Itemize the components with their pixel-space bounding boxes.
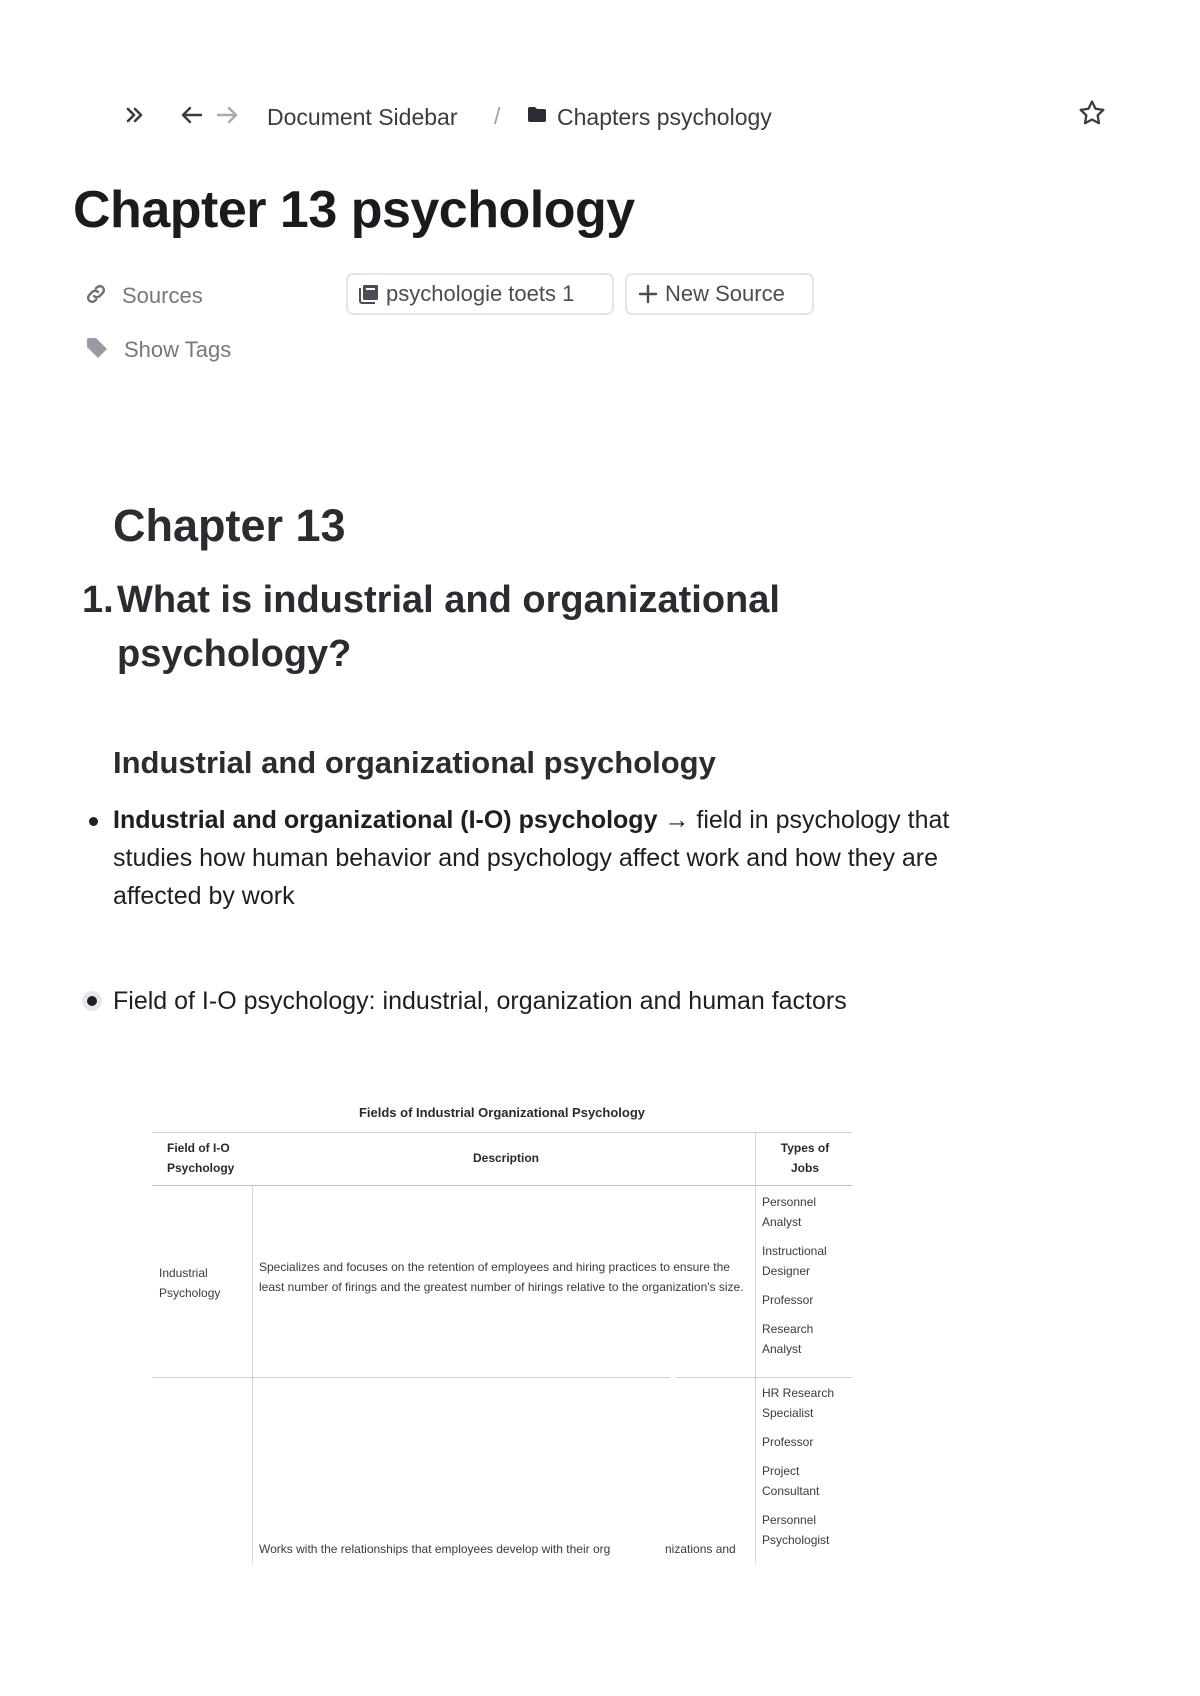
breadcrumb-document-sidebar[interactable]: Document Sidebar [267, 104, 458, 130]
row1-job: Personnel Analyst [762, 1195, 817, 1229]
sources-label: Sources [122, 283, 203, 308]
row1-job: Research Analyst [762, 1322, 814, 1356]
header-field: Field of I-O Psychology [167, 1141, 235, 1175]
table-caption: Fields of Industrial Organizational Psychology [358, 1105, 646, 1120]
heading-question-text: What is industrial and organizational psychology? [117, 579, 780, 675]
table-divider [152, 1377, 670, 1378]
new-source-label: New Source [665, 281, 785, 306]
table-column-line [755, 1133, 756, 1563]
table-divider [152, 1185, 852, 1186]
back-arrow-icon[interactable] [177, 100, 207, 130]
bullet-term: Industrial and organizational (I-O) psychology [113, 806, 658, 834]
row1-job: Instructional Designer [762, 1244, 827, 1278]
row1-field: Industrial Psychology [159, 1266, 221, 1300]
list-number: 1. [82, 579, 114, 621]
row2-job: Professor [762, 1435, 814, 1449]
table-divider [676, 1377, 852, 1378]
expand-sidebar-icon[interactable] [120, 100, 150, 130]
row2-job: Project Consultant [762, 1464, 820, 1498]
table-column-line [252, 1186, 253, 1563]
header-description: Description [472, 1151, 539, 1165]
row1-description: Specializes and focuses on the retention of employees and hiring practices to ensure the least number of firings and the greatest number of hirings relative to the organization's size. [259, 1260, 744, 1294]
row1-job: Professor [762, 1293, 814, 1307]
sources-property[interactable] [84, 276, 203, 316]
bullet-text: field in psychology that studies how human behavior and psychology affect work and how they are affected by work [113, 806, 950, 910]
show-tags-property[interactable] [84, 330, 231, 370]
row2-job: Personnel Psychologist [762, 1513, 830, 1547]
breadcrumb-chapters-psychology[interactable]: Chapters psychology [557, 104, 772, 130]
bullet-definition [113, 801, 993, 915]
folder-icon [527, 106, 547, 129]
breadcrumb-separator: / [494, 103, 501, 129]
plus-icon [637, 283, 659, 305]
row2-description-tail: nizations and [665, 1542, 736, 1556]
bullet-dot-active[interactable] [82, 991, 102, 1011]
fields-table-image [152, 1093, 852, 1563]
row2-job: HR Research Specialist [762, 1386, 835, 1420]
new-source-button[interactable] [625, 273, 814, 315]
heading-question [82, 573, 882, 681]
header-jobs: Types of Jobs [780, 1141, 830, 1175]
forward-arrow-icon[interactable] [212, 100, 242, 130]
source-chip-psychologie-toets[interactable] [346, 273, 614, 315]
source-chip-label: psychologie toets 1 [386, 281, 575, 306]
tag-icon [84, 335, 110, 366]
subheading-io-psychology: Industrial and organizational psychology [113, 745, 716, 780]
arrow-glyph: → [664, 806, 690, 834]
table-divider [152, 1132, 852, 1133]
link-icon [84, 282, 108, 311]
bullet-dot [89, 817, 98, 826]
bullet-fields-text: Field of I-O psychology: industrial, organization and human factors [113, 987, 847, 1015]
library-icon [358, 283, 380, 305]
favorite-star-icon[interactable] [1077, 98, 1107, 128]
heading-chapter-13: Chapter 13 [113, 500, 346, 551]
top-bar [0, 92, 1200, 140]
row2-description: Works with the relationships that employees develop with their org [259, 1542, 611, 1556]
page-title[interactable]: Chapter 13 psychology [73, 181, 635, 239]
show-tags-label: Show Tags [124, 337, 232, 362]
bullet-fields [113, 982, 1013, 1020]
